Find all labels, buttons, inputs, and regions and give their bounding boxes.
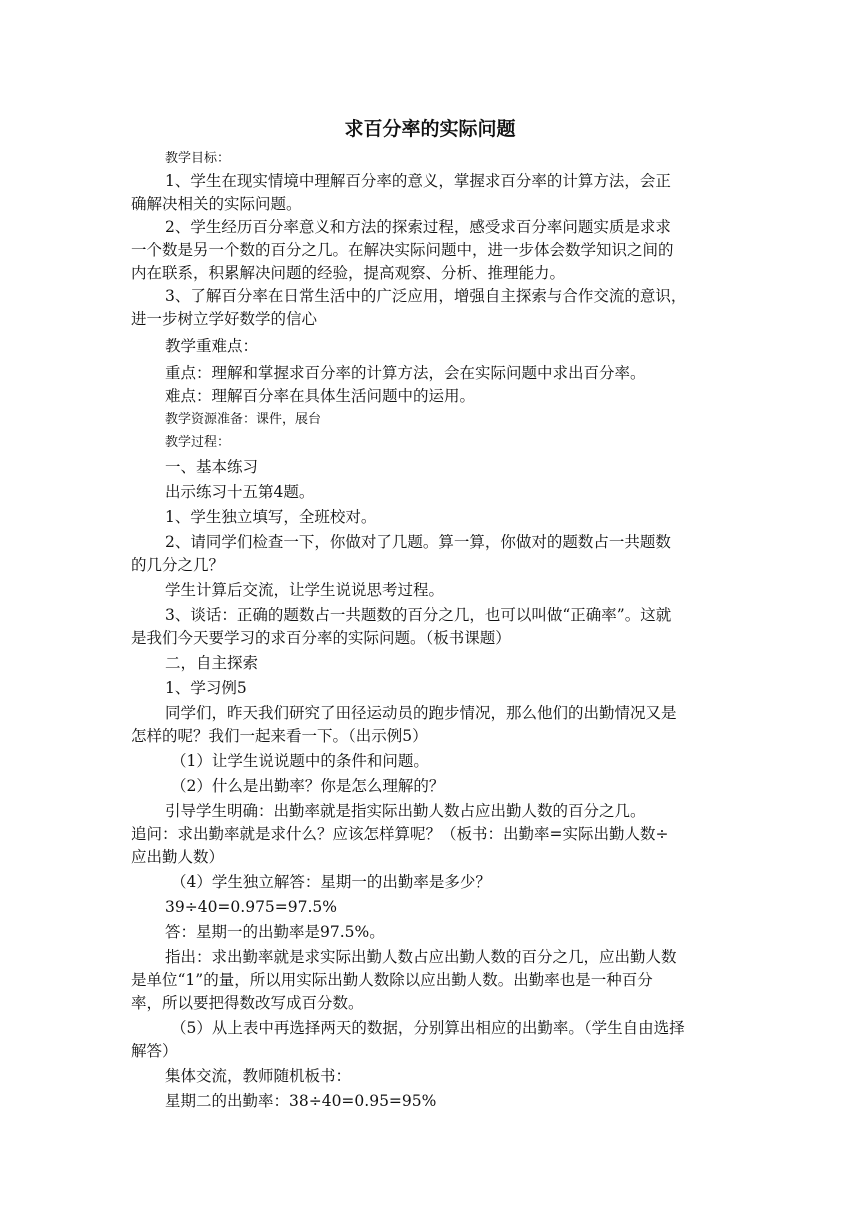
text-line: （2）什么是出勤率？你是怎么理解的？ <box>171 777 445 795</box>
text-line: 教学重难点： <box>165 337 259 355</box>
text-line: 是我们今天要学习的求百分率的实际问题。（板书课题） <box>131 629 511 647</box>
text-line: 2、请同学们检查一下，你做对了几题。算一算，你做对的题数占一共题数 <box>165 533 671 551</box>
text-line: 解答） <box>131 1042 178 1060</box>
text-line: 难点：理解百分率在具体生活问题中的运用。 <box>165 387 476 405</box>
text-line: 一、基本练习 <box>165 458 259 476</box>
document-body <box>131 147 731 1113</box>
text-line: 1、学生在现实情境中理解百分率的意义，掌握求百分率的计算方法，会正 <box>165 172 671 190</box>
text-line: 同学们，昨天我们研究了田径运动员的跑步情况，那么他们的出勤情况又是 <box>165 704 677 722</box>
text-line: 二，自主探索 <box>165 654 259 672</box>
text-line: 3、了解百分率在日常生活中的广泛应用，增强自主探索与合作交流的意识， <box>165 287 687 305</box>
text-line: 教学过程： <box>165 435 231 450</box>
text-line: （5）从上表中再选择两天的数据，分别算出相应的出勤率。（学生自由选择 <box>171 1019 685 1037</box>
text-line: 引导学生明确：出勤率就是指实际出勤人数占应出勤人数的百分之几。 <box>165 802 646 820</box>
text-line: 的几分之几？ <box>131 556 225 574</box>
text-line: 重点：理解和掌握求百分率的计算方法，会在实际问题中求出百分率。 <box>165 364 646 382</box>
text-line: 教学目标： <box>165 151 231 166</box>
text-line: 1、学习例5 <box>165 679 247 697</box>
text-line: 应出勤人数） <box>131 848 225 866</box>
text-line: 星期二的出勤率：38÷40=0.95=95% <box>165 1092 437 1110</box>
text-line: 指出：求出勤率就是求实际出勤人数占应出勤人数的百分之几，应出勤人数 <box>165 948 677 966</box>
text-line: 一个数是另一个数的百分之几。在解决实际问题中，进一步体会数学知识之间的 <box>131 241 674 259</box>
text-line: 出示练习十五第4题。 <box>165 483 315 501</box>
text-line: 是单位“1”的量，所以用实际出勤人数除以应出勤人数。出勤率也是一种百分 <box>131 971 653 989</box>
text-line: 内在联系，积累解决问题的经验，提高观察、分析、推理能力。 <box>131 264 566 282</box>
text-line: 进一步树立学好数学的信心 <box>131 310 318 328</box>
text-line: 39÷40=0.975=97.5% <box>165 898 338 916</box>
text-line: 学生计算后交流，让学生说说思考过程。 <box>165 581 445 599</box>
text-line: 集体交流，教师随机板书： <box>165 1067 352 1085</box>
text-line: 答：星期一的出勤率是97.5%。 <box>165 923 385 941</box>
text-line: 率，所以要把得数改写成百分数。 <box>131 994 364 1012</box>
text-line: （1）让学生说说题中的条件和问题。 <box>171 752 429 770</box>
text-line: 确解决相关的实际问题。 <box>131 195 302 213</box>
document-title: 求百分率的实际问题 <box>344 118 516 140</box>
text-line: 2、学生经历百分率意义和方法的探索过程，感受求百分率问题实质是求求 <box>165 218 671 236</box>
text-line: 怎样的呢？我们一起来看一下。（出示例5） <box>131 727 428 745</box>
text-line: 3、谈话：正确的题数占一共题数的百分之几，也可以叫做“正确率”。这就 <box>165 606 672 624</box>
text-line: （4）学生独立解答：星期一的出勤率是多少？ <box>171 873 491 891</box>
text-line: 教学资源准备：课件，展台 <box>165 412 322 427</box>
text-line: 追问：求出勤率就是求什么？应该怎样算呢？（板书：出勤率=实际出勤人数÷ <box>131 825 669 843</box>
text-line: 1、学生独立填写，全班校对。 <box>165 508 377 526</box>
